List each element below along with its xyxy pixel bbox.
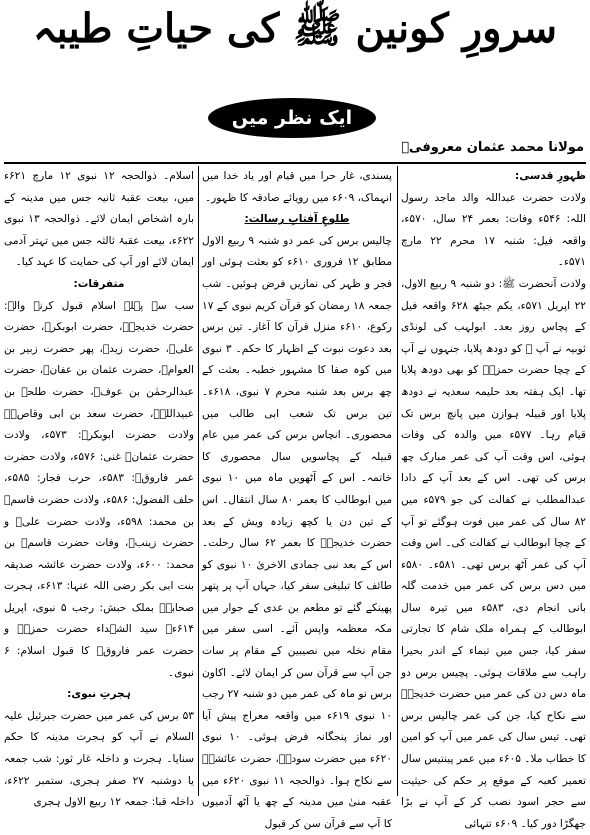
section-heading: ظہورِ قدسی: (514, 170, 586, 182)
column-left (4, 166, 195, 809)
body-paragraph: چالیس برس کی عمر دو شنبہ ۹ ربیع الاول مطابق ۱۲ فروری ۶۱۰ء کو بعثت ہوئی اور فجر و ظہر کی نمازیں فرض ہوئیں۔ شب جمعہ ۱۸ رمضان کو قرآن کریم نبوی کے ۱۷ رکوع، ۶۱۰ء منزل قرآن کا آغاز۔ تین برس بعد دعوت نبوت کے اظہار کا حکم۔ ۳ نبوی میں کوہ صفا کا مشہور خطبہ۔ بعثت کے چھ برس بعد شنبہ محرم ۷ نبوی، ۶۱۸ء۔ تین برس تک شعب ابی طالب میں محصوری۔ انچاس برس کی عمر میں عام قبیلہ کے پچاسویں سال محصوری کا خاتمہ۔ اس کے آٹھویں ماہ میں ۱۰ نبوی میں ابوطالب کا بعمر ۸۰ سال انتقال۔ اس کے تین دن یا کچھ زیادہ ویش کے بعد حضرت خدیجہؓ کا بعمر ۶۲ سال رحلت۔ اس کے بعد نبی جمادی الاخریٰ ۱۰ نبوی کو طائف کا تبلیغی سفر کیا، جہاں آپ پر پتھر پھینکے گئے تو مطعم بن عدی کے جوار میں مکہ معظمہ واپس آئے۔ اسی سفر میں مقام نخلہ میں نصیبین کے مقام پر سات جن آپ سے قرآن سن کر ایمان لائے۔ اکاون برس نو ماہ کی عمر میں دو شنبہ ۲۷ رجب ۱۰ نبوی ۶۱۹ء میں واقعہ معراج پیش آیا اور نماز پنجگانہ فرض ہوئی۔ ۱۰ نبوی ۶۲۰ء میں حضرت سودہؓ، حضرت عائشہؓ سے نکاح ہوا۔ ذوالحجہ ۱۱ نبوی ۶۲۰ء میں عقبہ منیٰ میں مدینہ کے چھ یا آٹھ آدمیوں کا آپ سے قرآن سن کر قبول (202, 234, 393, 830)
column-divider (198, 166, 199, 796)
column-divider (397, 166, 398, 796)
column-right (401, 166, 587, 830)
body-paragraph: اسلام۔ ذوالحجہ ۱۲ نبوی ۱۲ مارچ ۶۲۱ء میں، بیعت عقبۂ ثانیہ جس میں مدینہ کے بارہ اشخاص ایمان لائے۔ ذوالحجہ ۱۳ نبوی ۶۲۲ء، بیعت عقبۂ ثالثہ جس میں تہتر آدمی ایمان لائے اور آپ کی حمایت کا عہد کیا۔ (4, 170, 194, 269)
section-heading: ہجرتِ نبوی: (67, 688, 131, 701)
section-heading: متفرقات: (73, 277, 125, 290)
section-heading: طلوعِ آفتابِ رسالت: (244, 213, 350, 226)
body-paragraph: ولادت حضرت عبداللہ والد ماجد رسول اللہ: ۵۴۶ء وفات: بعمر ۲۴ سال، ۵۷۰ء، واقعہ فیل: شنبہ ۱۷ محرم ۲۲ مارچ ۵۷۱ء۔ (401, 191, 587, 269)
page-title: سرورِ کونین ﷺ کی حیاتِ طیبہ (33, 5, 557, 52)
header-divider (4, 162, 586, 164)
author-name: مولانا محمد عثمان معروفیؒ (401, 140, 584, 155)
column-middle (202, 166, 393, 830)
body-paragraph: سب سے پہلے اسلام قبول کرنے والے: حضرت خدیجہؓ، حضرت ابوبکرؓ، حضرت علیؓ، حضرت زیدؓ، پھر حضرت زبیر بن العوامؓ، حضرت عثمان بن عفانؓ، حضرت عبدالرحمٰن بن عوفؓ، حضرت طلحہ بن عبیداللہؓ، حضرت سعد بن ابی وقاصؓ۔ ولادت حضرت ابوبکرؓ: ۵۷۳ء، ولادت حضرت عثمانؓ غنی: ۵۷۶ء، ولادت حضرت عمر فاروقؓ: ۵۸۳ء، حرب فجار: ۵۸۵ء، حلف الفضول: ۵۸۶ء، ولادت حضرت قاسمؓ بن محمد: ۵۹۸ء، ولادت حضرت علیؓ و حضرت زینبؓ، وفات حضرت قاسمؓ بن محمد: ۶۰۰ء، ولادت حضرت عائشہ صدیقہ بنت ابی بکر رضی اللہ عنہا: ۶۱۳ء، ہجرت صحابہؓ بملک حبش: رجب ۵ نبوی، اپریل ۶۱۴ء۔ سید الشہداء حضرت حمزہؓ و حضرت عمر فاروقؓ کا قبول اسلام: ۶ نبوی۔ (4, 299, 195, 679)
body-paragraph: ولادت آنحضرت ﷺ: دو شنبہ ۹ ربیع الاول، ۲۲ اپریل ۵۷۱ء، یکم جیٹھ ۶۲۸ واقعہ فیل کے پچاس روز بعد۔ ابولہب کی لونڈی ثوبیہ نے آپ ﷺ کو دودھ پلایا، جنہوں نے آپ کے چچا حضرت حمزہؓ کو بھی دودھ پلایا تھا۔ ایک ہفتہ بعد حلیمہ سعدیہ نے دودھ پلایا اور قبیلہ ہوازن میں پانچ برس تک قیام رہا۔ ۵۷۷ء میں والدہ کی وفات ہوئی، اس وقت آپ کی عمر مبارک چھ برس کی تھی۔ اس کے بعد آپ کے دادا عبدالمطلب نے کفالت کی جو ۵۷۹ء میں ۸۲ سال کی عمر میں فوت ہوگئے تو آپ کے چچا ابوطالب نے کفالت کی۔ اس وقت آپ کی عمر آٹھ برس تھی۔ ۵۸۱ء۔ ۵۸۰ء میں دس برس کی عمر میں خدمت گلہ بانی انجام دی، ۵۸۳ء میں تیرہ سال ابوطالب کے ہمراہ ملک شام کا تجارتی سفر کیا، جس میں تیماء کے اندر بحیرا راہب سے ملاقات ہوئی۔ پچیس برس دو ماہ دس دن کی عمر میں حضرت خدیجہؓ سے نکاح کیا، جن کی عمر چالیس برس تھی۔ تیس سال کی عمر میں آپ کو امین کا خطاب ملا۔ ۶۰۵ء میں عمر پینتیس سال تعمیر کعبہ کے موقع پر حکم کی حیثیت سے حجر اسود نصب کر کے آپ نے بڑا جھگڑا دور کیا۔ ۶۰۹ء تنہائی (401, 277, 587, 830)
body-paragraph: پسندی، غار حرا میں قیام اور یاد خدا میں انہماک، ۶۰۹ء میں رویائے صادقہ کا ظہور۔ (202, 170, 392, 204)
body-paragraph: ۵۳ برس کی عمر میں حضرت جبرئیل علیہ السلام نے آپ کو ہجرت مدینہ کا حکم سنایا۔ ہجرت و داخلہ غار ثور: شب جمعہ یا دوشنبہ ۲۷ صفر ہجری، ستمبر ۶۲۲ء، داخلہ قبا: جمعہ ۱۲ ربیع الاول ہجری (4, 709, 194, 809)
subtitle-banner: ایک نظر میں (208, 98, 376, 138)
